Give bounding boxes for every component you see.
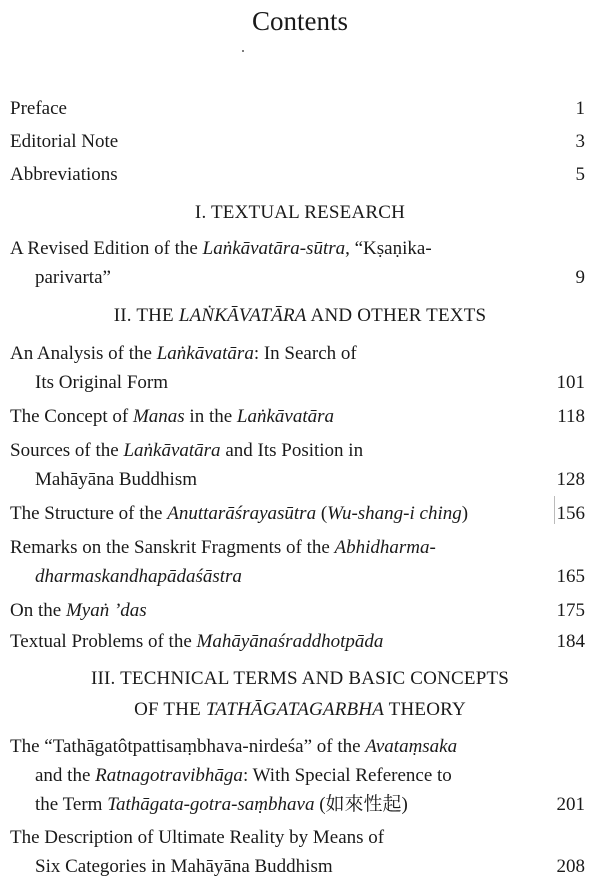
entry-title-line-2: Mahāyāna Buddhism <box>35 469 198 490</box>
text-run: An Analysis of the <box>10 343 157 364</box>
toc-entry-ultimate-reality[interactable] <box>10 823 585 881</box>
page-number: 165 <box>556 566 585 587</box>
text-run: The Structure of the <box>10 503 168 524</box>
page-number: 128 <box>556 469 585 490</box>
entry-title: Editorial Note <box>10 131 119 152</box>
entry-title-line-1 <box>10 732 585 761</box>
italic-title: Anuttarāśrayasūtra <box>167 503 317 524</box>
italic-title: Wu-shang-i ching <box>327 503 462 524</box>
text-run: Textual Problems of the <box>10 631 197 652</box>
entry-title-line-2: Its Original Form <box>35 372 168 393</box>
section-title-line-2 <box>0 694 600 725</box>
text-run: II. THE <box>113 305 179 326</box>
page-number: 118 <box>557 406 585 427</box>
text-run: (如來性起) <box>314 794 408 815</box>
toc-entry-preface[interactable] <box>10 94 585 123</box>
toc-entry-myan-das[interactable] <box>10 596 585 625</box>
text-run: : With Special Reference to <box>242 765 452 786</box>
entry-title-line-2: Six Categories in Mahāyāna Buddhism <box>35 856 333 877</box>
entry-title <box>10 596 585 625</box>
entry-title-line-2 <box>10 761 585 790</box>
text-run: AND OTHER TEXTS <box>306 305 487 326</box>
page-title: Contents <box>251 6 348 36</box>
italic-title: Myaṅ ’das <box>65 600 147 621</box>
italic-title: Abhidharma- <box>334 537 436 558</box>
entry-title-line-3 <box>10 790 585 819</box>
section-heading-textual-research <box>0 197 600 228</box>
italic-title: LAṄKĀVATĀRA <box>178 305 307 326</box>
page-number: 208 <box>556 856 585 877</box>
text-run: ( <box>316 503 328 524</box>
toc-entry-manas[interactable] <box>10 402 585 431</box>
toc-entry-editorial-note[interactable] <box>10 127 585 156</box>
italic-term: Manas <box>132 406 185 427</box>
italic-title: Laṅkāvatāra-sūtra <box>202 238 346 259</box>
page-number: 1 <box>575 98 585 119</box>
section-heading-lankavatara-and-other-texts <box>0 300 600 331</box>
text-run: in the <box>184 406 237 427</box>
entry-title-line-2 <box>10 562 585 591</box>
text-run: : In Search of <box>253 343 357 364</box>
italic-title: TATHĀGATAGARBHA <box>205 699 385 720</box>
text-run: Remarks on the Sanskrit Fragments of the <box>10 537 335 558</box>
text-run: and Its Position in <box>220 440 364 461</box>
text-run: On the <box>10 600 66 621</box>
section-title: I. TEXTUAL RESEARCH <box>194 202 406 223</box>
entry-title-line-1 <box>10 533 585 562</box>
text-run: , “Kṣaṇika- <box>345 238 432 259</box>
italic-title: Ratnagotravibhāga <box>95 765 243 786</box>
toc-entry-sources[interactable] <box>10 436 585 494</box>
italic-title: dharmaskandhapādaśāstra <box>35 566 242 587</box>
italic-title: Laṅkāvatāra <box>156 343 254 364</box>
section-title <box>0 300 600 331</box>
entry-title <box>10 499 585 528</box>
entry-title-line-2: parivarta” <box>35 267 111 288</box>
text-run: ) <box>461 503 469 524</box>
entry-title-line-1 <box>10 339 585 368</box>
page-number: 9 <box>575 267 585 288</box>
section-heading-technical-terms <box>0 663 600 725</box>
page-number: 175 <box>556 600 585 621</box>
text-run: OF THE <box>134 699 206 720</box>
entry-title <box>10 627 585 656</box>
entry-title-line-1: The Description of Ultimate Reality by Means of <box>10 827 385 848</box>
page-number: 3 <box>575 131 585 152</box>
text-run: The “Tathāgatôtpattisaṃbhava-nirdeśa” of the <box>10 736 366 757</box>
page-number: 101 <box>556 372 585 393</box>
toc-entry-textual-problems[interactable] <box>10 627 585 656</box>
page-number: 201 <box>556 794 585 815</box>
toc-entry-revised-edition[interactable] <box>10 234 585 292</box>
page-edge-mark <box>554 496 555 524</box>
toc-entry-abbreviations[interactable] <box>10 160 585 189</box>
ink-speck <box>242 50 244 52</box>
toc-entry-tathagatotpatti[interactable] <box>10 732 585 819</box>
italic-title: Avataṃsaka <box>365 736 458 757</box>
section-title-line-1: III. TECHNICAL TERMS AND BASIC CONCEPTS <box>90 668 510 689</box>
italic-title: Laṅkāvatāra <box>236 406 335 427</box>
text-run: The Concept of <box>10 406 133 427</box>
toc-entry-structure[interactable] <box>10 499 585 528</box>
entry-title-line-1 <box>10 436 585 465</box>
italic-term: Tathāgata-gotra-saṃbhava <box>107 794 315 815</box>
text-run: and the <box>35 765 96 786</box>
toc-entry-remarks[interactable] <box>10 533 585 591</box>
entry-title: Preface <box>10 98 67 119</box>
text-run: Sources of the <box>10 440 124 461</box>
italic-title: Mahāyānaśraddhotpāda <box>196 631 384 652</box>
entry-title: Abbreviations <box>10 164 118 185</box>
entry-title <box>10 402 585 431</box>
text-run: the Term <box>35 794 108 815</box>
italic-title: Laṅkāvatāra <box>123 440 221 461</box>
text-run: THEORY <box>384 699 466 720</box>
text-run: A Revised Edition of the <box>10 238 203 259</box>
page-number: 5 <box>575 164 585 185</box>
page-number: 184 <box>556 631 585 652</box>
entry-title-line-1 <box>10 234 585 263</box>
page-number: 156 <box>556 503 585 524</box>
toc-entry-analysis[interactable] <box>10 339 585 397</box>
